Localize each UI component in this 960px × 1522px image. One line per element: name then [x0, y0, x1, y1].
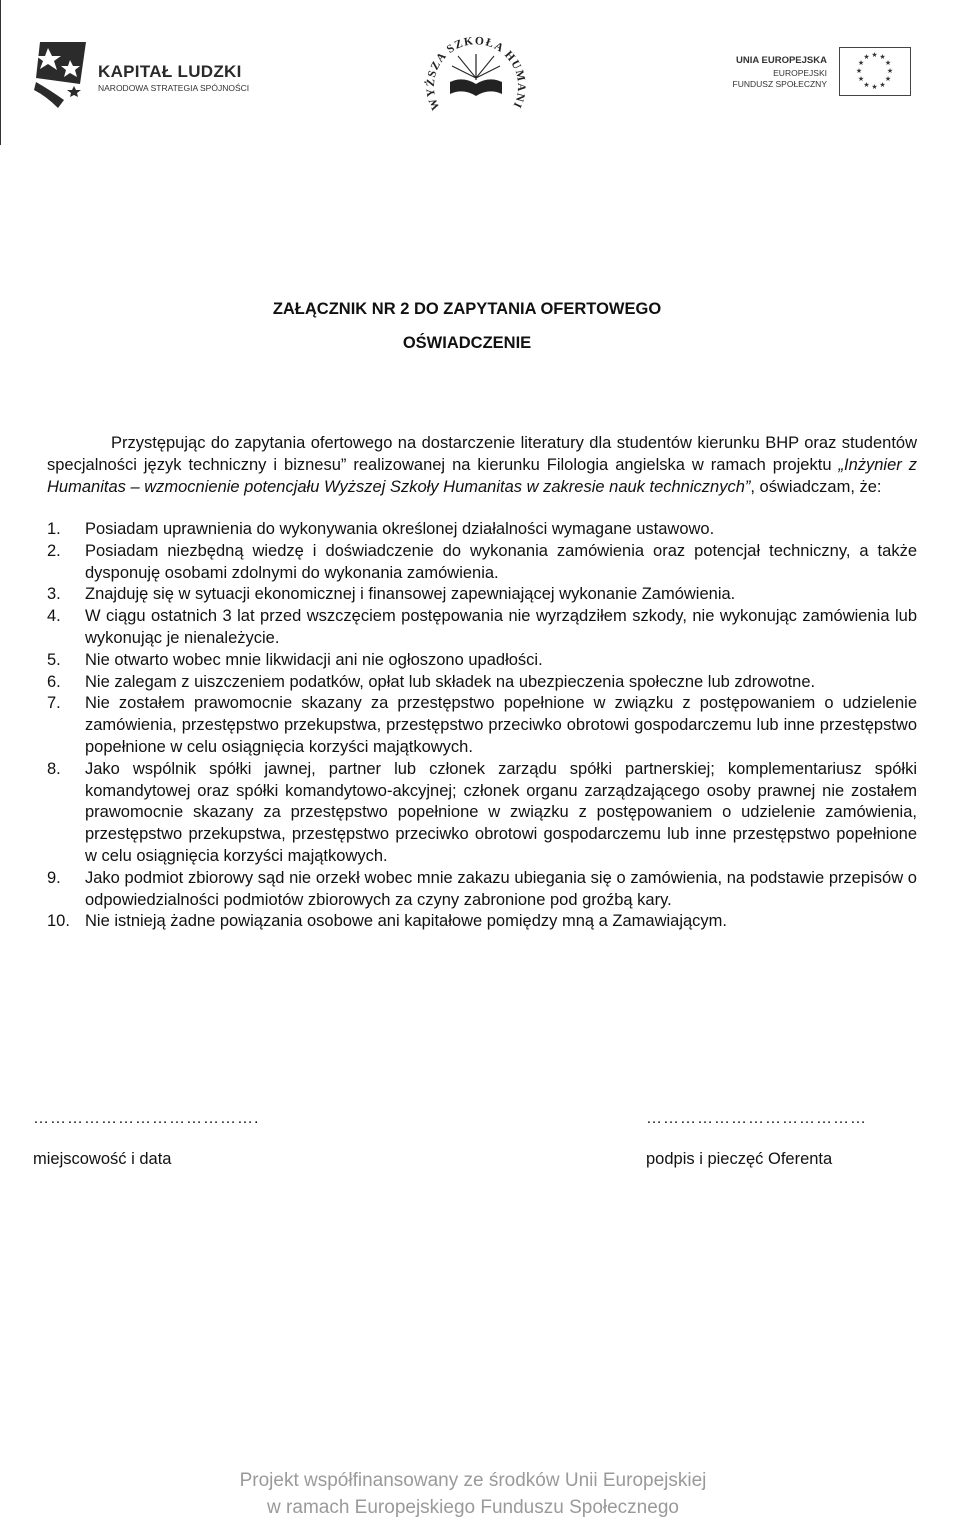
humanitas-logo: [410, 20, 540, 132]
list-item: 6. Nie zalegam z uiszczeniem podatków, opłat lub składek na ubezpieczenia społeczne lub zdrowotne.: [47, 672, 816, 691]
signature-label: podpis i pieczęć Oferenta: [646, 1150, 833, 1168]
page-edge-line: [0, 0, 1, 145]
intro-paragraph: [47, 432, 917, 498]
svg-text:★: ★: [886, 67, 894, 75]
svg-text:★: ★: [857, 59, 865, 67]
signature-dots: …………………………………: [646, 1110, 867, 1127]
open-book-icon: [450, 54, 502, 96]
list-item: 5. Nie otwarto wobec mnie likwidacji ani nie ogłoszono upadłości.: [47, 650, 543, 669]
svg-text:★: ★: [863, 81, 870, 89]
kapital-ludzki-subtitle: NARODOWA STRATEGIA SPÓJNOŚCI: [98, 83, 250, 93]
list-item: 8. Jako wspólnik spółki jawnej, partner lub członek zarządu spółki partnerskiej; komplementariusz spółki komandytowej oraz spółki komandytowo-akcyjnej; członek organu zarządzającego osoby prawnej nie zostałem prawomocnie skazany za przestępstwo popełnione w związku z postępowaniem o udzielenie zamówienia, przestępstwo przekupstwa, przestępstwo przeciwko obrotowi gospodarczemu lub inne przestępstwo popełnione w celu osiągnięcia korzyści majątkowych.: [47, 759, 917, 865]
svg-text:★: ★: [871, 51, 878, 59]
list-item: 9. Jako podmiot zbiorowy sąd nie orzekł wobec mnie zakazu ubiegania się o zamówienia, na podstawie przepisów o odpowiedzialności podmiotów zbiorowych za czyny zabronione pod groźbą kary.: [47, 868, 917, 909]
footer-line2: w ramach Europejskiego Funduszu Społecznego: [267, 1497, 679, 1518]
eu-logo: [732, 45, 915, 100]
humanitas-ring-text: WYŻSZA SZKOŁA HUMANI: [424, 35, 528, 112]
footer-line1: Projekt współfinansowany ze środków Unii Europejskiej: [239, 1470, 707, 1491]
place-date-dots: ………………………………….: [33, 1110, 260, 1127]
kapital-ludzki-logo: [34, 38, 274, 110]
svg-text:★: ★: [884, 75, 892, 83]
svg-text:★: ★: [879, 81, 886, 89]
eu-line2: EUROPEJSKI: [773, 68, 827, 78]
declaration-list: [47, 519, 917, 933]
list-item: 7. Nie zostałem prawomocnie skazany za przestępstwo popełnione w związku z postępowaniem o udzielenie zamówienia, przestępstwo przekupstwa, przestępstwo przeciwko obrotowi gospodarczemu lub inne przestępstwo popełnione w celu osiągnięcia korzyści majątkowych.: [47, 694, 917, 756]
kapital-ludzki-title: KAPITAŁ LUDZKI: [98, 62, 242, 81]
list-item: 2. Posiadam niezbędną wiedzę i doświadczenie do wykonania zamówienia oraz potencjał techniczny, a także dysponuję osobami zdolnymi do wykonania zamówienia.: [47, 541, 917, 582]
intro-text: Przystępując do zapytania ofertowego na dostarczenie literatury dla studentów kierunku BHP oraz studentów specjalności język techniczny i biznesu” realizowanej na kierunku Filologia angielska w ramach projektu: [47, 434, 917, 474]
svg-text:★: ★: [879, 53, 886, 61]
declaration-title: OŚWIADCZENIE: [402, 334, 532, 352]
kapital-ludzki-emblem-icon: [34, 38, 92, 110]
eu-title: UNIA EUROPEJSKA: [736, 55, 827, 66]
list-item: 3. Znajduję się w sytuacji ekonomicznej i finansowej zapewniającej wykonanie Zamówienia.: [47, 585, 736, 604]
attachment-title: ZAŁĄCZNIK NR 2 DO ZAPYTANIA OFERTOWEGO: [272, 300, 662, 318]
svg-text:★: ★: [857, 75, 865, 83]
list-item: 4. W ciągu ostatnich 3 lat przed wszczęciem postępowania nie wyrządziłem szkody, nie wykonując zamówienia lub wykonując je nienależycie.: [47, 607, 917, 647]
project-name: „Inżynier z Humanitas – wzmocnienie potencjału Wyższej Szkoły Humanitas w zakresie nauk technicznych”: [47, 456, 917, 496]
intro-ending: , oświadczam, że:: [750, 478, 882, 496]
list-item: 1. Posiadam uprawnienia do wykonywania określonej działalności wymagane ustawowo.: [47, 520, 715, 538]
svg-text:★: ★: [863, 53, 870, 61]
svg-text:★: ★: [871, 83, 878, 91]
svg-text:★: ★: [884, 59, 892, 67]
eu-line3: FUNDUSZ SPOŁECZNY: [732, 79, 827, 89]
place-date-label: miejscowość i data: [33, 1150, 172, 1168]
list-item: 10. Nie istnieją żadne powiązania osobowe ani kapitałowe pomiędzy mną a Zamawiającym.: [47, 912, 728, 931]
svg-text:★: ★: [855, 67, 863, 75]
eu-flag-icon: [839, 47, 911, 96]
